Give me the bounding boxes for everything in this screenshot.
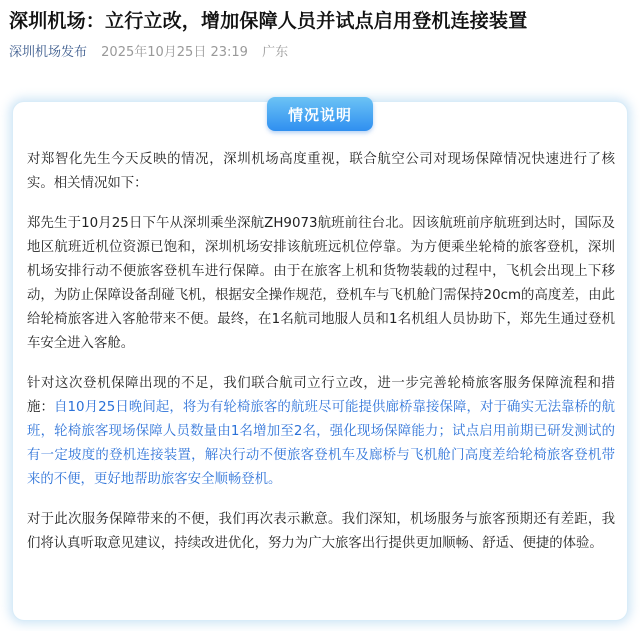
measures-intro: 针对这次登机保障出现的不足，我们联合航司立行立改，进一步完善轮椅旅客服务保障流程和措施： [27, 376, 615, 415]
paragraph-details: 郑先生于10月25日下午从深圳乘坐深航ZH9073航班前往台北。因该航班前序航班到达时，国际及地区航班近机位资源已饱和，深圳机场安排该航班远机位停靠。为方便乘坐轮椅的旅客登机，深圳机场安排行动不便旅客登机车进行保障。由于在旅客上机和货物装载的过程中，飞机会出现上下移动，为防止保障设备刮碰飞机，根据安全操作规范，登机车与飞机舱门需保持20cm的高度差，由此给轮椅旅客进入客舱带来不便。最终，在1名航司地服人员和1名机组人员协助下，郑先生通过登机车安全进入客舱。 [27, 216, 615, 351]
statement-body [27, 148, 615, 572]
measures-highlight: 自10月25日晚间起，将为有轮椅旅客的航班尽可能提供廊桥靠接保障，对于确实无法靠桥的航班，轮椅旅客现场保障人员数量由1名增加至2名，强化现场保障能力；试点启用前期已研发测试的有一定坡度的登机连接装置，解决行动不便旅客登机车及廊桥与飞机舱门高度差给轮椅旅客登机带来的不便，更好地帮助旅客安全顺畅登机。 [27, 400, 615, 487]
article-title: 深圳机场：立行立改，增加保障人员并试点启用登机连接装置 [9, 10, 528, 32]
article-meta [9, 41, 288, 60]
paragraph-intro: 对郑智化先生今天反映的情况，深圳机场高度重视，联合航空公司对现场保障情况快速进行了核实。相关情况如下： [27, 152, 615, 191]
paragraph-measures [27, 372, 615, 492]
publish-location: 广东 [262, 45, 289, 60]
statement-badge: 情况说明 [267, 97, 373, 131]
source-link[interactable]: 深圳机场发布 [9, 45, 88, 60]
paragraph-apology: 对于此次服务保障带来的不便，我们再次表示歉意。我们深知，机场服务与旅客预期还有差距，我们将认真听取意见建议，持续改进优化，努力为广大旅客出行提供更加顺畅、舒适、便捷的体验。 [27, 512, 615, 551]
publish-time: 2025年10月25日 23:19 [101, 45, 248, 60]
